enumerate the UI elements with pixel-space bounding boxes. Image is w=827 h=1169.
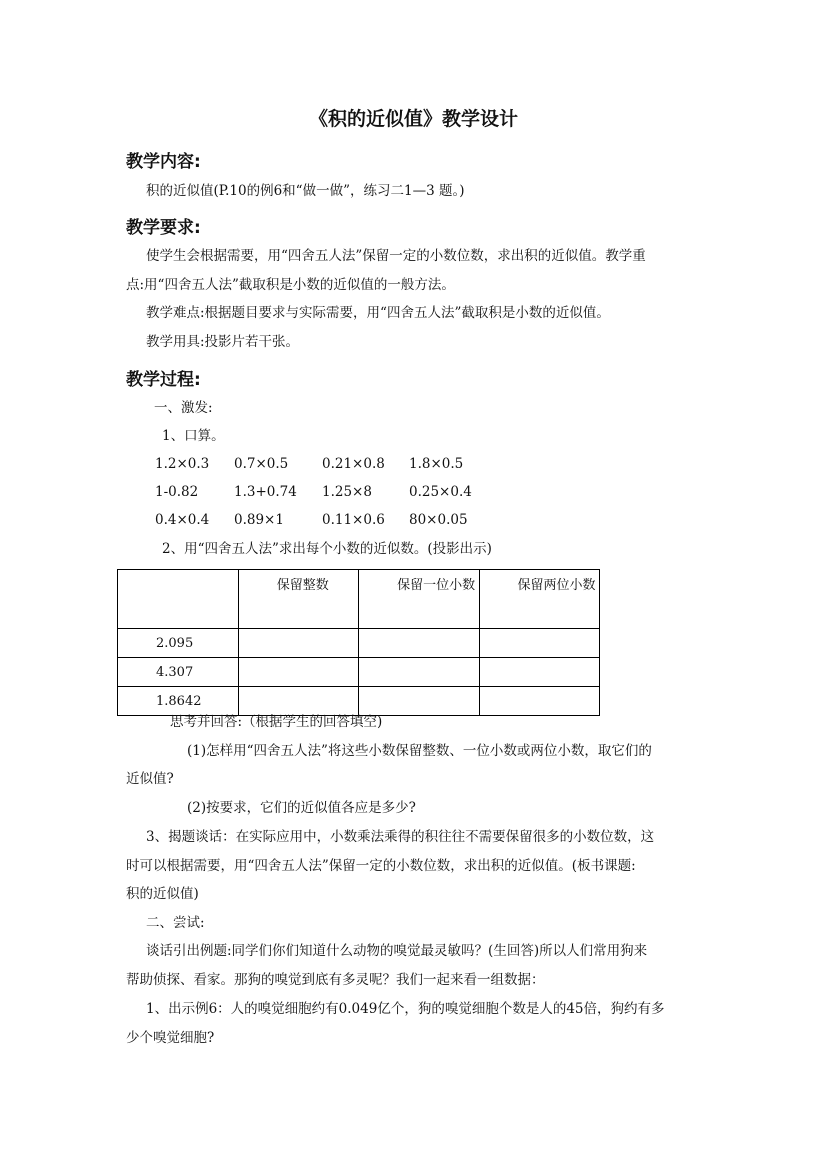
table-header-cell: 保留整数: [238, 570, 358, 629]
table-header-row: [118, 570, 600, 629]
oral-item: 0.11×0.6: [322, 512, 385, 528]
oral-item: 1.25×8: [322, 484, 372, 500]
question-1-line-2: 近似值?: [126, 771, 174, 787]
step-1-3-line-1: 3、揭题谈话：在实际应用中，小数乘法乘得的积往往不需要保留很多的小数位数，这: [146, 829, 655, 845]
heading-process: 教学过程:: [126, 370, 201, 390]
table-header-cell: 保留两位小数: [479, 570, 599, 629]
question-1-line-1: (1)怎样用“四舍五人法”将这些小数保留整数、一位小数或两位小数，取它们的: [187, 743, 652, 759]
table-cell: [479, 629, 599, 658]
question-2: (2)按要求，它们的近似值各应是多少?: [187, 800, 416, 816]
example-6-line-1: 1、出示例6：人的嗅觉细胞约有0.049亿个，狗的嗅觉细胞个数是人的45倍，狗约有多: [146, 1001, 665, 1017]
heading-requirements: 教学要求:: [126, 218, 201, 238]
table-cell: [479, 658, 599, 687]
teaching-tools: 教学用具:投影片若干张。: [146, 334, 300, 350]
table-header-cell: [118, 570, 239, 629]
oral-item: 1.8×0.5: [409, 456, 464, 472]
oral-item: 0.25×0.4: [409, 484, 472, 500]
table-header-cell: 保留一位小数: [359, 570, 479, 629]
document-title: 《积的近似值》教学设计: [308, 108, 518, 130]
table-cell: [359, 629, 479, 658]
step-1-1: 1、口算。: [162, 428, 225, 444]
oral-item: 1.3+0.74: [234, 484, 297, 500]
oral-item: 1-0.82: [155, 484, 199, 500]
step-1-title: 一、激发:: [154, 400, 213, 416]
oral-item: 80×0.05: [409, 512, 468, 528]
table-cell: [238, 658, 358, 687]
table-row: [118, 629, 600, 658]
step-1-3-line-3: 积的近似值): [126, 886, 199, 902]
table-row: [118, 658, 600, 687]
table-cell: [479, 687, 599, 716]
think-and-answer: 思考并回答:（根据学生的回答填空): [170, 714, 383, 730]
oral-item: 0.7×0.5: [234, 456, 289, 472]
step-1-2: 2、用“四舍五人法”求出每个小数的近似数。(投影出示): [162, 541, 492, 557]
table-cell: [359, 658, 479, 687]
content-text: 积的近似值(P.10的例6和“做一做”，练习二1—3 题。): [146, 183, 465, 199]
step-2-title: 二、尝试:: [146, 915, 205, 931]
step-2-intro-line-2: 帮助侦探、看家。那狗的嗅觉到底有多灵呢？我们一起来看一组数据：: [126, 972, 545, 988]
table-cell-number: 1.8642: [118, 687, 239, 716]
table-cell-number: 4.307: [118, 658, 239, 687]
requirements-line-1: 使学生会根据需要，用“四舍五人法”保留一定的小数位数，求出积的近似值。教学重: [146, 248, 646, 264]
oral-item: 0.89×1: [234, 512, 284, 528]
table-cell: [238, 629, 358, 658]
heading-content: 教学内容:: [126, 152, 201, 172]
approximation-table: [117, 569, 600, 716]
oral-item: 0.21×0.8: [322, 456, 385, 472]
step-2-intro-line-1: 谈话引出例题:同学们你们知道什么动物的嗅觉最灵敏吗？(生回答)所以人们常用狗来: [146, 943, 648, 959]
teaching-difficulty: 教学难点:根据题目要求与实际需要，用“四舍五人法”截取积是小数的近似值。: [146, 305, 610, 321]
example-6-line-2: 少个嗅觉细胞?: [126, 1030, 215, 1046]
step-1-3-line-2: 时可以根据需要，用“四舍五人法”保留一定的小数位数，求出积的近似值。(板书课题:: [126, 858, 636, 874]
table-cell-number: 2.095: [118, 629, 239, 658]
oral-item: 1.2×0.3: [155, 456, 210, 472]
oral-item: 0.4×0.4: [155, 512, 210, 528]
requirements-line-2: 点:用“四舍五人法”截取积是小数的近似值的一般方法。: [126, 277, 455, 293]
